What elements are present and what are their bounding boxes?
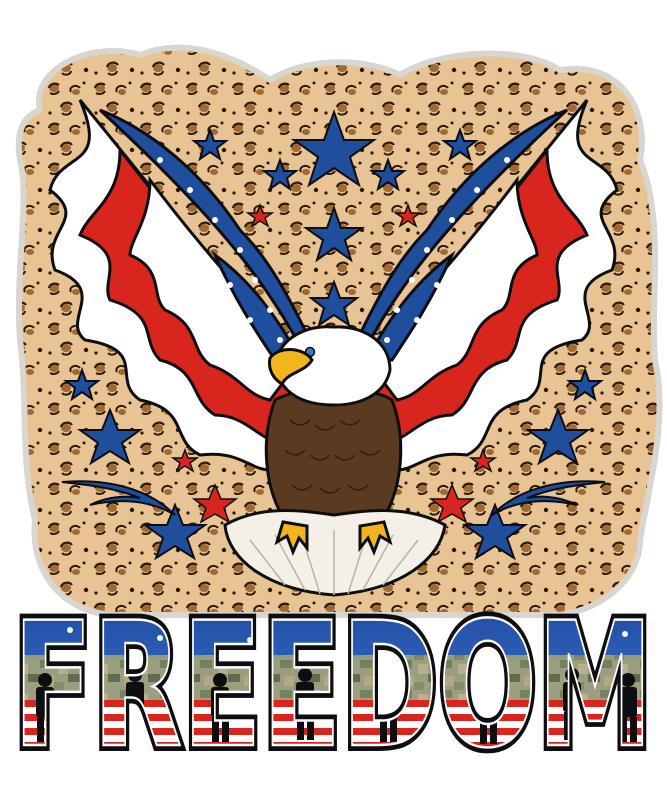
freedom-title	[0, 585, 667, 786]
freedom-title-text: FREEDOM	[13, 585, 653, 786]
